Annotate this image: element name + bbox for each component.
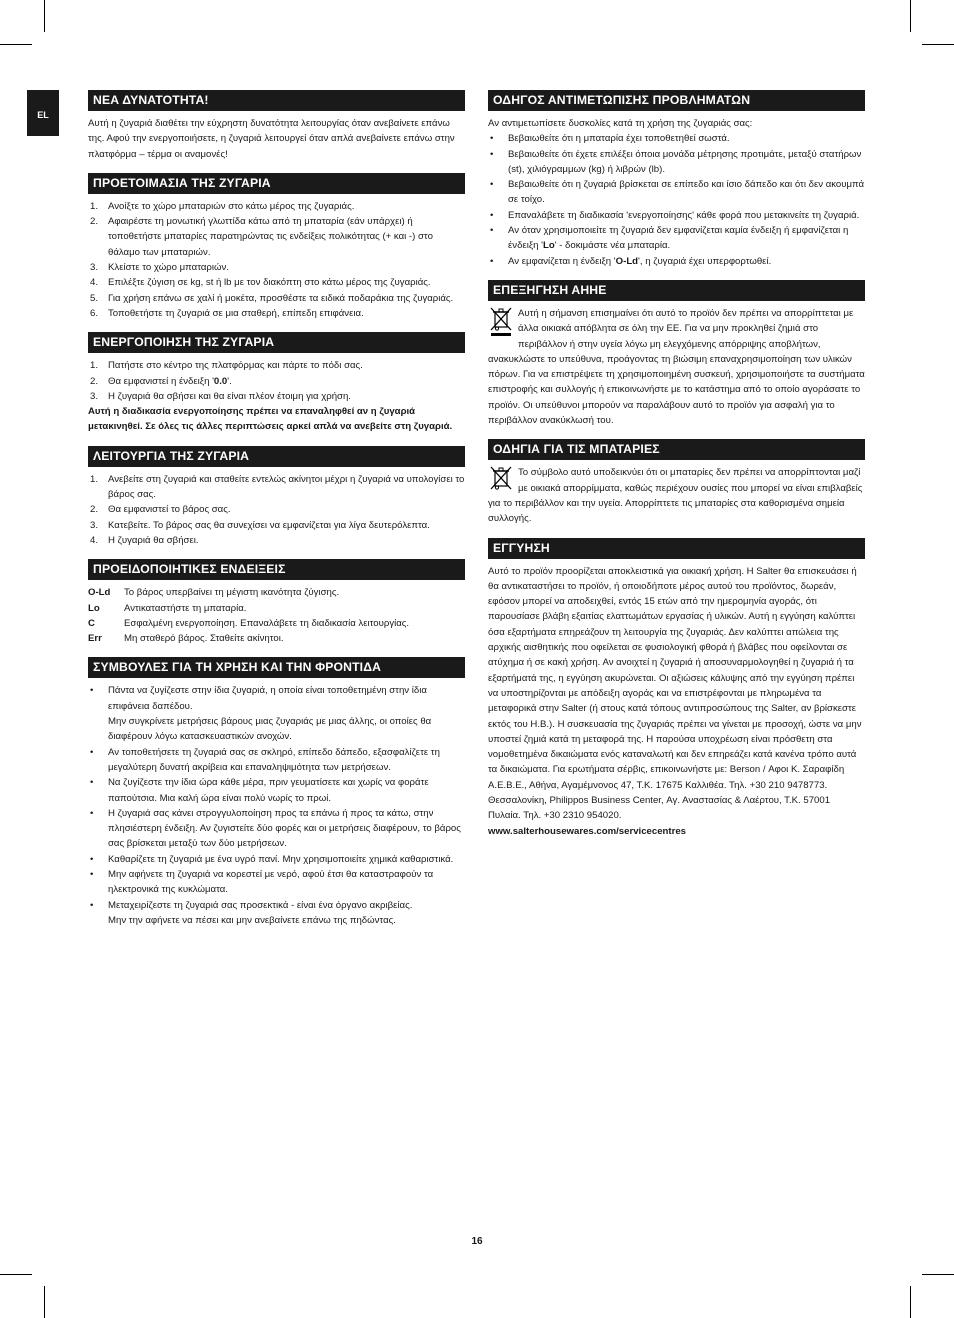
list-item: 2. Αφαιρέστε τη μονωτική γλωττίδα κάτω από τη μπαταρία (εάν υπάρχει) ή τοποθετήστε μπαταρίες παρατηρώντας τις ενδείξεις πολικότητας (+ και -) στο θάλαμο των μπαταριών. [90, 216, 433, 258]
numbered-list [88, 472, 465, 548]
list-item: • Αν εμφανίζεται η ένδειξη 'O-Ld', η ζυγαριά έχει υπερφορτωθεί. [490, 255, 772, 267]
list-item: • Αν τοποθετήσετε τη ζυγαριά σας σε σκληρό, επίπεδο δάπεδο, εξασφαλίζετε τη μεγαλύτερη δυνατή ακρίβεια και επαναληψιμότητα των μετρήσεων. [90, 746, 440, 773]
page-number: 16 [471, 1236, 483, 1247]
list-item: 4. Επιλέξτε ζύγιση σε kg, st ή lb με τον διακόπτη στο κάτω μέρος της ζυγαριάς. [90, 277, 431, 289]
list-item: 5. Για χρήση επάνω σε χαλί ή μοκέτα, προσθέστε τα ειδικά ποδαράκια της ζυγαριάς. [90, 292, 454, 304]
crop-mark [0, 44, 32, 45]
crop-mark [0, 1274, 32, 1275]
crop-mark [44, 1286, 45, 1318]
indicator-row: C Εσφαλμένη ενεργοποίηση. Επαναλάβετε τη διαδικασία λειτουργίας. [88, 617, 410, 629]
right-column [488, 90, 865, 850]
list-item: 3. Κλείστε το χώρο μπαταριών. [90, 262, 229, 274]
list-item: 2. Θα εμφανιστεί η ένδειξη '0.0'. [90, 375, 232, 387]
list-item: • Μεταχειρίζεστε τη ζυγαριά σας προσεκτικά - είναι ένα όργανο ακριβείας. Μην την αφήνετε να πέσει και μην ανεβαίνετε επάνω της πηδώντας. [90, 899, 413, 926]
crop-mark [44, 0, 45, 32]
list-item: 4. Η ζυγαριά θα σβήσει. [90, 534, 199, 546]
list-item: 3. Η ζυγαριά θα σβήσει και θα είναι πλέον έτοιμη για χρήση. [90, 390, 351, 402]
section-weee [488, 280, 865, 428]
list-item: 1. Ανεβείτε στη ζυγαριά και σταθείτε εντελώς ακίνητοι μέχρι η ζυγαριά να υπολογίσει το βάρος σας. [90, 473, 465, 501]
list-item: • Να ζυγίζεστε την ίδια ώρα κάθε μέρα, πριν γευματίσετε και χωρίς να φοράτε παπούτσια. Μια καλή ώρα είναι πολύ νωρίς το πρωί. [90, 777, 429, 804]
section-heading: ΟΔΗΓΙΑ ΓΙΑ ΤΙΣ ΜΠΑΤΑΡΙΕΣ [488, 439, 865, 460]
bullet-list [488, 131, 865, 269]
list-item: • Μην αφήνετε τη ζυγαριά να κορεστεί με νερό, αφού έτσι θα καταστραφούν τα ηλεκτρονικά της κυκλώματα. [90, 868, 434, 896]
numbered-list [88, 199, 465, 321]
crop-mark [910, 1286, 911, 1318]
list-item: • Αν όταν χρησιμοποιείτε τη ζυγαριά δεν εμφανίζεται καμία ένδειξη ή εμφανίζεται η ένδειξη 'Lo' - δοκιμάστε νέα μπαταρία. [490, 225, 849, 252]
section-intro: Αν αντιμετωπίσετε δυσκολίες κατά τη χρήση της ζυγαριάς σας: [488, 118, 753, 129]
list-item: • Επαναλάβετε τη διαδικασία 'ενεργοποίησης' κάθε φορά που μετακινείτε τη ζυγαριά. [490, 209, 860, 221]
crossed-bin-icon [490, 466, 512, 492]
section-batteries [488, 439, 865, 526]
section-troubleshooting [488, 90, 865, 269]
activation-note: Αυτή η διαδικασία ενεργοποίησης πρέπει να επαναληφθεί αν η ζυγαριά μετακινηθεί. Σε όλες τις άλλες περιπτώσεις αρκεί απλά να ανεβείτε στη ζυγαριά. [88, 406, 453, 433]
list-item: • Καθαρίζετε τη ζυγαριά με ένα υγρό πανί. Μην χρησιμοποιείτε χημικά καθαριστικά. [90, 853, 454, 865]
section-heading: ΠΡΟΕΙΔΟΠΟΙΗΤΙΚΕΣ ΕΝΔΕΙΞΕΙΣ [88, 559, 465, 580]
list-item: 1. Ανοίξτε το χώρο μπαταριών στο κάτω μέρος της ζυγαριάς. [90, 200, 355, 212]
section-heading: ΕΓΓΥΗΣΗ [488, 538, 865, 559]
list-item: 2. Θα εμφανιστεί το βάρος σας. [90, 504, 231, 516]
section-heading: ΣΥΜΒΟΥΛΕΣ ΓΙΑ ΤΗ ΧΡΗΣΗ ΚΑΙ ΤΗΝ ΦΡΟΝΤΙΔΑ [88, 657, 465, 678]
language-tab: EL [27, 90, 59, 136]
section-text: Αυτή η σήμανση επισημαίνει ότι αυτό το προϊόν δεν πρέπει να απορρίπτεται με άλλα οικιακά απόβλητα σε όλη την ΕΕ. Για να μην προκληθεί ζημιά στο περιβάλλον ή στην υγεία λόγω μη ελεγχόμενης απόρριψης αποβλήτων, ανακυκλώστε το υπεύθυνα, προάγοντας τη βιώσιμη επαναχρησιμοποίηση των υλικών πόρων. Για να επιστρέψετε τη χρησιμοποιημένη συσκευή, χρησιμοποιήστε τα συστήματα επιστροφής και συλλογής ή επικοινωνήστε με το κατάστημα από το οποίο αγοράσατε το προϊόν. Οι υπεύθυνοι μπορούν να παραλάβουν αυτό το προϊόν για ασφαλή για το περιβάλλον ανακύκλωσή του. [488, 307, 865, 427]
list-item: 1. Πατήστε στο κέντρο της πλατφόρμας και πάρτε το πόδι σας. [90, 360, 363, 372]
crop-mark [922, 44, 954, 45]
crossed-bin-icon [490, 307, 512, 337]
section-heading: ΟΔΗΓΟΣ ΑΝΤΙΜΕΤΩΠΙΣΗΣ ΠΡΟΒΛΗΜΑΤΩΝ [488, 90, 865, 111]
section-text: Αυτή η ζυγαριά διαθέτει την εύχρηστη δυνατότητα λειτουργίας όταν ανεβαίνετε επάνω της. Αφού την ενεργοποιήσετε, η ζυγαριά λειτουργεί όταν απλά ανεβαίνετε επάνω στην πλατφόρμα – τέρμα οι αναμονές! [88, 118, 455, 160]
list-item: 3. Κατεβείτε. Το βάρος σας θα συνεχίσει να εμφανίζεται για λίγα δευτερόλεπτα. [90, 519, 430, 531]
indicator-row: Lo Αντικαταστήστε τη μπαταρία. [88, 602, 247, 614]
section-heading: ΠΡΟΕΤΟΙΜΑΣΙΑ ΤΗΣ ΖΥΓΑΡΙΑ [88, 173, 465, 194]
section-heading: ΝΕΑ ΔΥΝΑΤΟΤΗΤΑ! [88, 90, 465, 111]
list-item: • Βεβαιωθείτε ότι η μπαταρία έχει τοποθετηθεί σωστά. [490, 133, 730, 145]
indicator-row: O-Ld Το βάρος υπερβαίνει τη μέγιστη ικανότητα ζύγισης. [88, 587, 340, 599]
list-item: 6. Τοποθετήστε τη ζυγαριά σε μια σταθερή, επίπεδη επιφάνεια. [90, 307, 364, 319]
service-centres-link[interactable]: www.salterhousewares.com/servicecentres [488, 825, 687, 837]
section-heading: ΕΠΕΞΗΓΗΣΗ ΑΗΗΕ [488, 280, 865, 301]
list-item: • Βεβαιωθείτε ότι έχετε επιλέξει όποια μονάδα μέτρησης προτιμάτε, μεταξύ στατήρων (st), χιλιόγραμμων (kg) ή λιβρών (lb). [490, 148, 862, 175]
numbered-list [88, 358, 465, 404]
indicator-row: Err Μη σταθερό βάρος. Σταθείτε ακίνητοι. [88, 633, 284, 645]
crop-mark [910, 0, 911, 32]
section-preparation [88, 173, 465, 321]
section-text: Το σύμβολο αυτό υποδεικνύει ότι οι μπαταρίες δεν πρέπει να απορρίπτονται μαζί με οικιακά απορρίμματα, καθώς περιέχουν ουσίες που μπορεί να είναι επιβλαβείς για το περιβάλλον και την υγεία. Απορρίπτετε τις μπαταρίες στα καθορισμένα σημεία συλλογής. [488, 467, 863, 525]
crop-mark [922, 1274, 954, 1275]
section-operation [88, 446, 465, 548]
list-item: • Πάντα να ζυγίζεστε στην ίδια ζυγαριά, η οποία είναι τοποθετημένη στην ίδια επιφάνεια δαπέδου. Μην συγκρίνετε μετρήσεις βάρους μιας ζυγαριάς με μιας άλλης, οι οποίες θα διαφέρουν λόγω κατασκευαστικών ανοχών. [90, 685, 432, 743]
list-item: • Βεβαιωθείτε ότι η ζυγαριά βρίσκεται σε επίπεδο και ίσιο δάπεδο και ότι δεν ακουμπά σε τοίχο. [490, 179, 865, 206]
section-heading: ΛΕΙΤΟΥΡΓΙΑ ΤΗΣ ΖΥΓΑΡΙΑ [88, 446, 465, 467]
section-tips [88, 657, 465, 928]
list-item: • Η ζυγαριά σας κάνει στρογγυλοποίηση προς τα επάνω ή προς τα κάτω, στην πλησιέστερη ένδειξη. Αν ζυγιστείτε δύο φορές και οι μετρήσεις διαφέρουν, το βάρος σας βρίσκεται μεταξύ των δύο μετρήσεων. [90, 807, 461, 850]
section-warranty [488, 538, 865, 839]
section-activation [88, 332, 465, 434]
bullet-list [88, 683, 465, 928]
section-heading: ΕΝΕΡΓΟΠΟΙΗΣΗ ΤΗΣ ΖΥΓΑΡΙΑ [88, 332, 465, 353]
left-column [88, 90, 465, 939]
section-text: Αυτό το προϊόν προορίζεται αποκλειστικά για οικιακή χρήση. Η Salter θα επισκευάσει ή θα αντικαταστήσει το προϊόν, ή οποιοδήποτε μέρος αυτού του προϊόντος, δωρεάν, εφόσον μπορεί να αποδειχθεί, εντός 15 ετών από την ημερομηνία αγοράς, ότι παρουσίασε βλάβη εξαιτίας ελαττωμάτων εργασίας ή υλικών. Αυτή η εγγύηση καλύπτει όσα εξαρτήματα επηρεάζουν τη λειτουργία της ζυγαριάς. Δεν καλύπτει απώλεια της αρχικής αισθητικής που οφείλεται σε φυσιολογική φθορά ή βλάβες που οφείλονται σε ατύχημα ή σε κακή χρήση. Αν ανοιχτεί η ζυγαριά ή αποσυναρμολογηθεί η ζυγαριά ή τα εξαρτήματά της, η εγγύηση ακυρώνεται. Οι αξιώσεις κάλυψης από την εγγύηση πρέπει να υποστηρίζονται με απόδειξη αγοράς και να επιστρέφονται με πληρωμένα τα μεταφορικά στην Salter (ή στους κατά τόπους αντιπροσώπους της Salter, αν βρίσκεστε εκτός του Η.Β.). Η συσκευασία της ζυγαριάς πρέπει να γίνεται με προσοχή, ώστε να μην υποστεί ζημιά κατά τη μεταφορά της. Η παρούσα υποχρέωση είναι πρόσθετη στα νομοθετημένα δικαιώματα ενός καταναλωτή και δεν επηρεάζει κατά κανένα τρόπο αυτά τα δικαιώματα. Για ερωτήματα σέρβις, επικοινωνήστε με: Berson / Αφοι Κ. Σαραφίδη Α.Ε.Β.Ε., Αθήνα, Αγαμέμνονος 47, Τ.Κ. 17675 Καλλιθέα. Τηλ. +30 210 9478773. Θεσσαλονίκη, Philippos Business Center, Αγ. Αναστασίας & Λαέρτου, Τ.Κ. 57001 Πυλαία. Τηλ. +30 2310 954020. [488, 565, 862, 822]
section-warning-indicators [88, 559, 465, 646]
section-new-feature [88, 90, 465, 162]
